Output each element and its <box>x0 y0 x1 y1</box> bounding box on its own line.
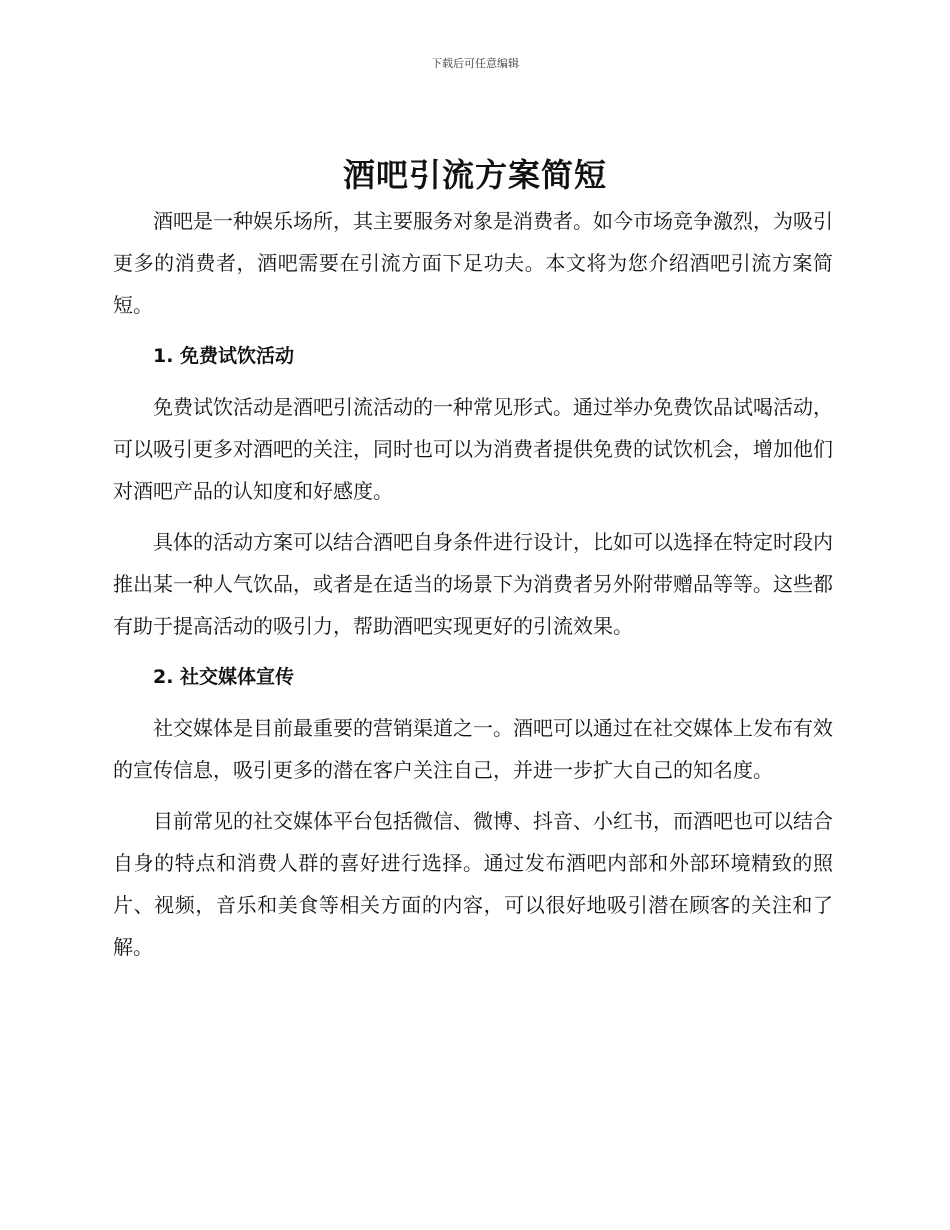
document-body <box>113 200 833 977</box>
section-heading-social-media: 2. 社交媒体宣传 <box>153 666 295 688</box>
intro-paragraph: 酒吧是一种娱乐场所，其主要服务对象是消费者。如今市场竞争激烈，为吸引更多的消费者，酒吧需要在引流方面下足功夫。本文将为您介绍酒吧引流方案简短。 <box>113 209 833 317</box>
section-paragraph: 社交媒体是目前最重要的营销渠道之一。酒吧可以通过在社交媒体上发布有效的宣传信息，吸引更多的潜在客户关注自己，并进一步扩大自己的知名度。 <box>113 716 833 782</box>
page-header-note: 下载后可任意编辑 <box>431 57 519 70</box>
section-heading-free-tasting: 1. 免费试饮活动 <box>153 345 295 367</box>
document-title: 酒吧引流方案简短 <box>342 156 607 194</box>
section-paragraph: 目前常见的社交媒体平台包括微信、微博、抖音、小红书，而酒吧也可以结合自身的特点和消费人群的喜好进行选择。通过发布酒吧内部和外部环境精致的照片、视频，音乐和美食等相关方面的内容，可以很好地吸引潜在顾客的关注和了解。 <box>113 809 833 959</box>
section-paragraph: 免费试饮活动是酒吧引流活动的一种常见形式。通过举办免费饮品试喝活动，可以吸引更多对酒吧的关注，同时也可以为消费者提供免费的试饮机会，增加他们对酒吧产品的认知度和好感度。 <box>113 395 833 503</box>
section-paragraph: 具体的活动方案可以结合酒吧自身条件进行设计，比如可以选择在特定时段内推出某一种人气饮品，或者是在适当的场景下为消费者另外附带赠品等等。这些都有助于提高活动的吸引力，帮助酒吧实现更好的引流效果。 <box>113 530 833 638</box>
